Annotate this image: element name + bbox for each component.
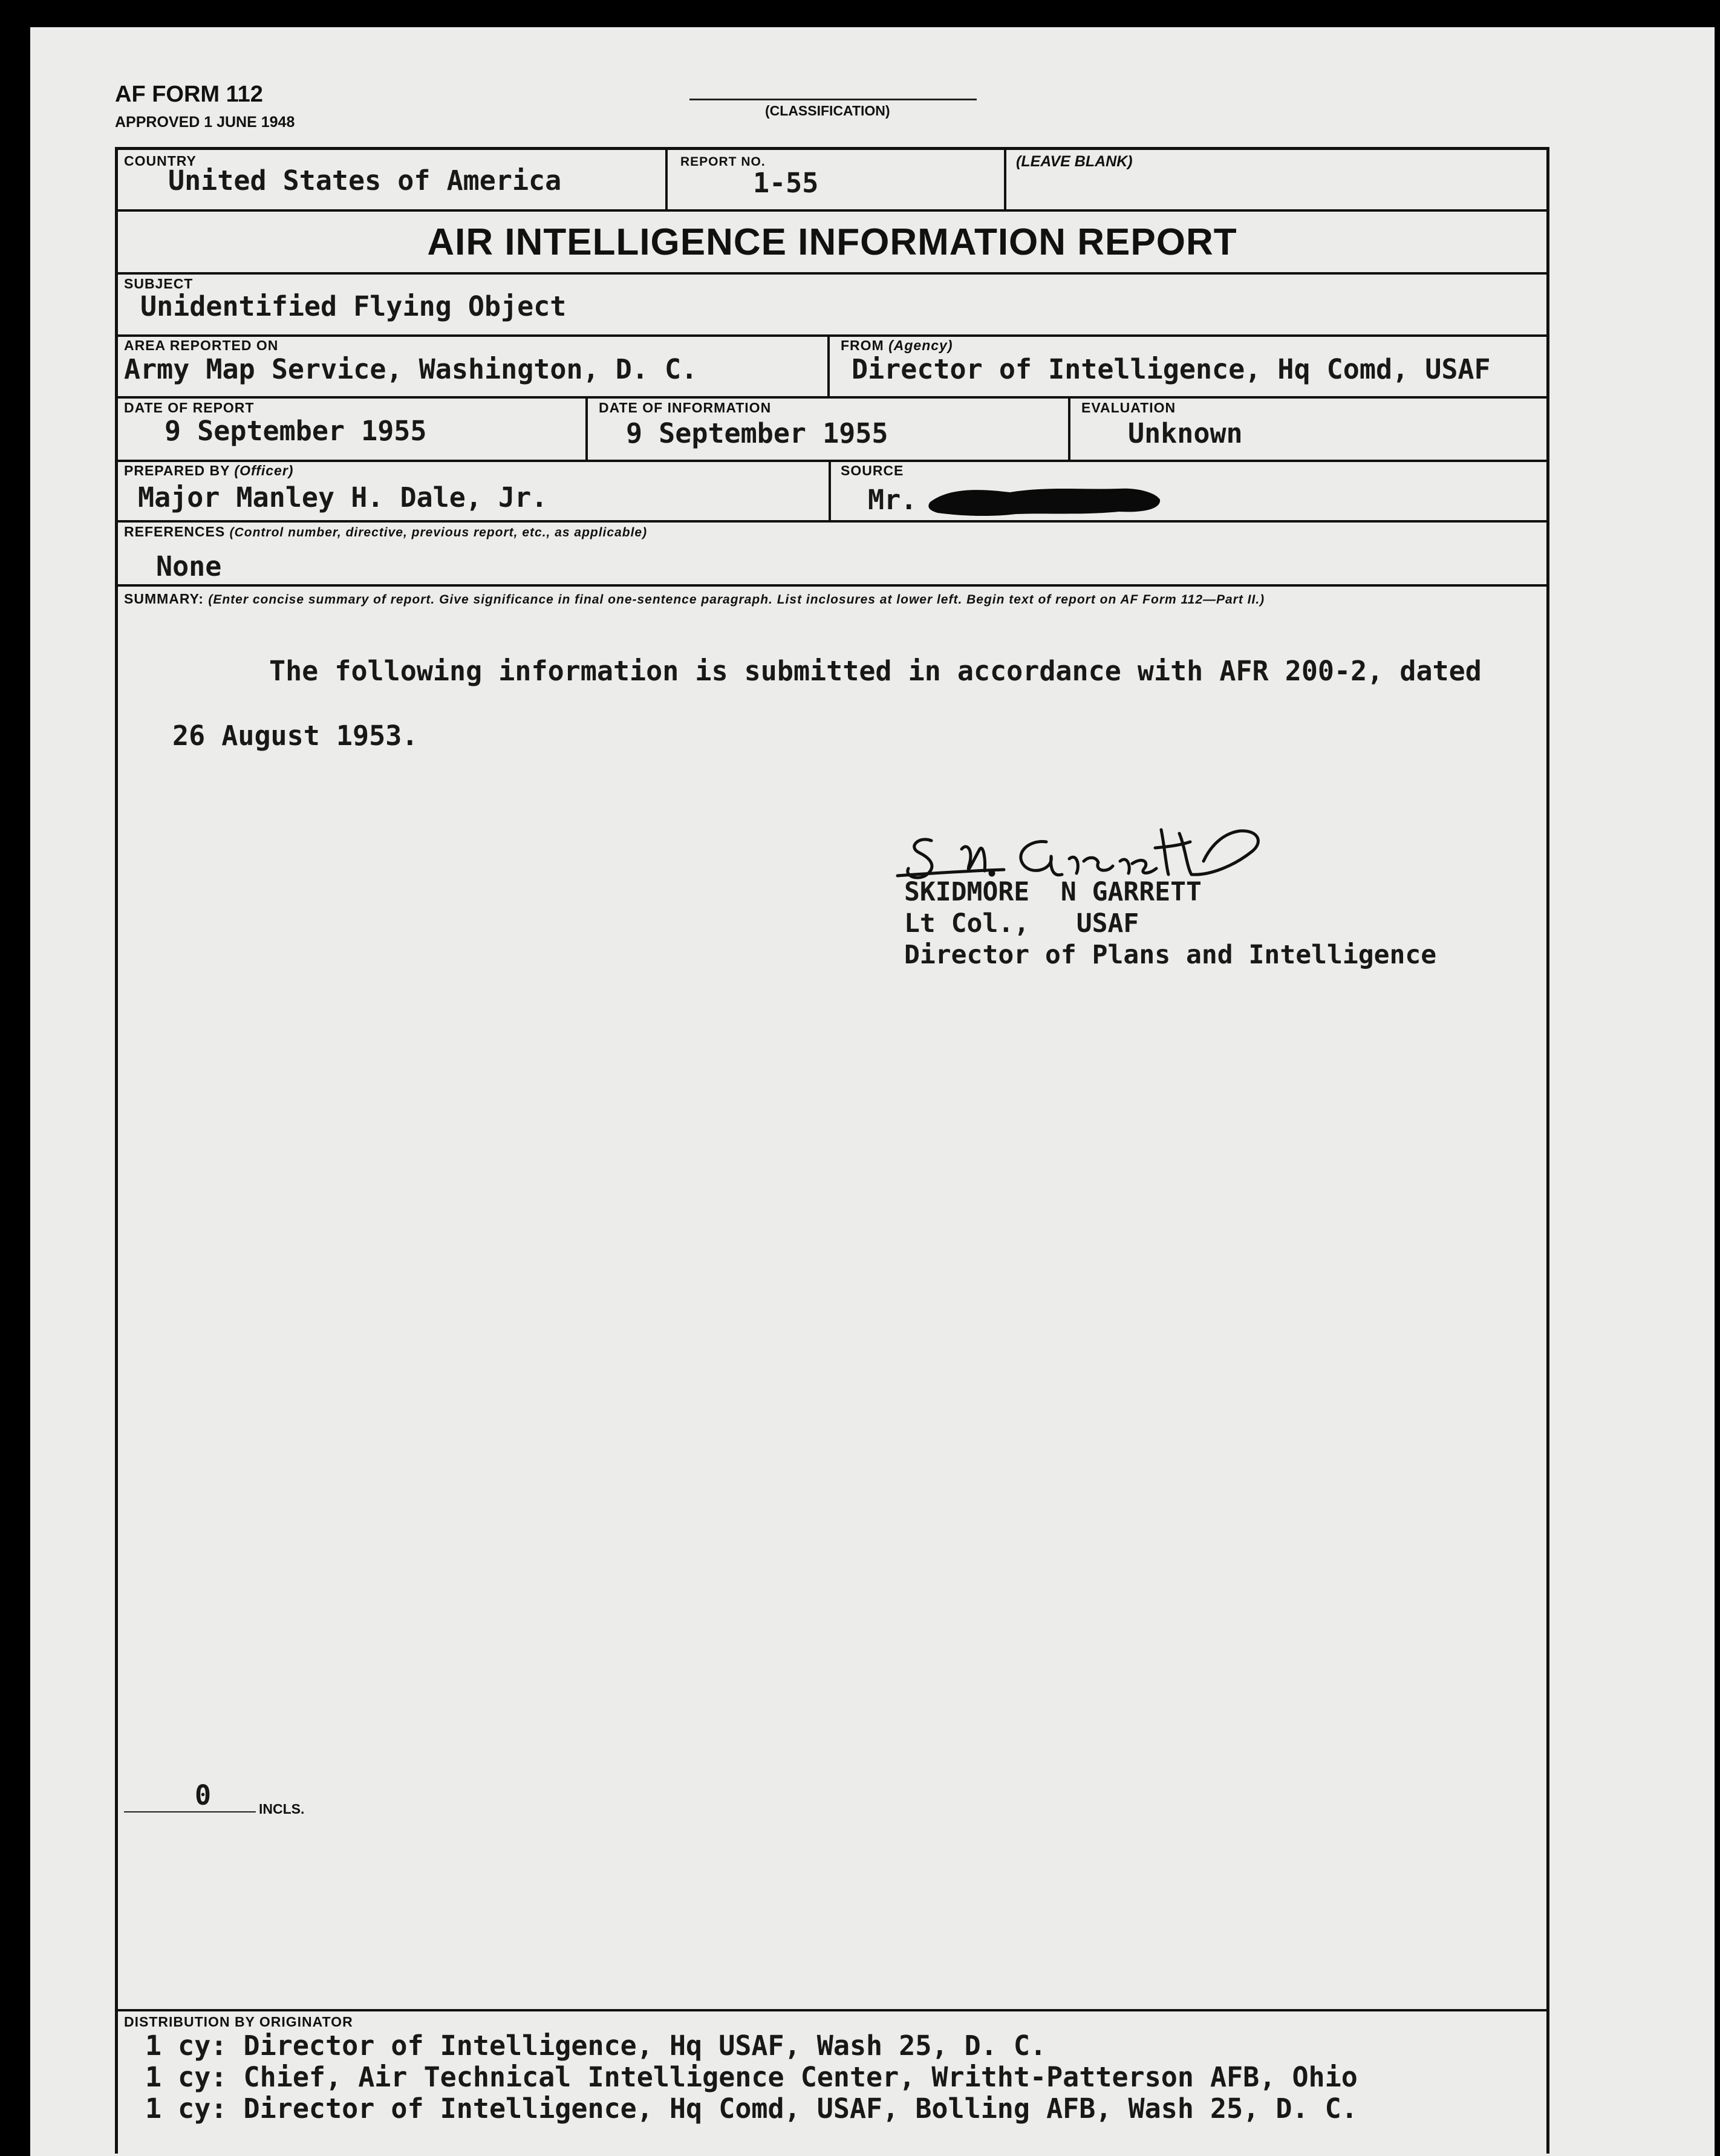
evaluation-label: EVALUATION bbox=[1081, 400, 1176, 415]
references-label-sub: (Control number, directive, previous report, etc., as applicable) bbox=[229, 526, 648, 539]
prepared-by-value: Major Manley H. Dale, Jr. bbox=[138, 481, 548, 513]
divider bbox=[115, 520, 1549, 523]
form-left-border bbox=[115, 147, 118, 2154]
divider bbox=[115, 272, 1549, 275]
divider bbox=[115, 334, 1549, 337]
distribution-line: 1 cy: Director of Intelligence, Hq Comd, USAF, Bolling AFB, Wash 25, D. C. bbox=[145, 2092, 1358, 2125]
from-value: Director of Intelligence, Hq Comd, USAF bbox=[852, 353, 1491, 385]
report-title: AIR INTELLIGENCE INFORMATION REPORT bbox=[427, 221, 1237, 263]
report-no-label: REPORT NO. bbox=[680, 155, 766, 169]
subject-value: Unidentified Flying Object bbox=[140, 290, 567, 322]
references-label: REFERENCES bbox=[124, 524, 226, 539]
source-value: Mr. bbox=[868, 484, 917, 516]
country-label: COUNTRY bbox=[124, 153, 197, 169]
form-top-border bbox=[115, 147, 1549, 150]
from-label-sub: (Agency) bbox=[888, 337, 953, 353]
form-right-border bbox=[1546, 147, 1549, 2154]
from-label: FROM bbox=[841, 337, 884, 353]
date-of-report-label: DATE OF REPORT bbox=[124, 400, 255, 415]
evaluation-value: Unknown bbox=[1128, 417, 1243, 449]
form-approved-date: APPROVED 1 JUNE 1948 bbox=[115, 114, 295, 131]
source-label: SOURCE bbox=[841, 463, 904, 478]
divider bbox=[665, 147, 668, 210]
inclosures-label: INCLS. bbox=[259, 1801, 305, 1817]
divider bbox=[115, 460, 1549, 462]
references-value: None bbox=[156, 550, 222, 582]
divider bbox=[585, 396, 588, 461]
divider bbox=[1068, 396, 1070, 461]
divider bbox=[115, 2009, 1549, 2011]
classification-label: (CLASSIFICATION) bbox=[765, 103, 890, 119]
inclosures-line bbox=[124, 1811, 256, 1812]
divider bbox=[115, 209, 1549, 212]
signer-name: SKIDMORE N GARRETT bbox=[904, 877, 1202, 907]
distribution-label: DISTRIBUTION BY ORIGINATOR bbox=[124, 2014, 353, 2030]
classification-line bbox=[689, 99, 977, 100]
redaction-mark bbox=[925, 481, 1164, 519]
divider bbox=[115, 396, 1549, 399]
distribution-line: 1 cy: Chief, Air Technical Intelligence Center, Writht-Patterson AFB, Ohio bbox=[145, 2061, 1358, 2093]
prepared-by-label: PREPARED BY bbox=[124, 463, 230, 478]
date-of-info-label: DATE OF INFORMATION bbox=[599, 400, 772, 415]
area-label: AREA REPORTED ON bbox=[124, 337, 279, 353]
area-value: Army Map Service, Washington, D. C. bbox=[124, 353, 698, 385]
summary-line-1: The following information is submitted in accordance with AFR 200-2, dated bbox=[269, 655, 1482, 687]
date-of-info-value: 9 September 1955 bbox=[626, 417, 888, 449]
report-no-value: 1-55 bbox=[753, 167, 819, 199]
divider bbox=[115, 584, 1549, 587]
divider bbox=[829, 460, 831, 523]
form-number: AF FORM 112 bbox=[115, 82, 263, 107]
distribution-line: 1 cy: Director of Intelligence, Hq USAF, Wash 25, D. C. bbox=[145, 2030, 1047, 2062]
summary-line-2: 26 August 1953. bbox=[172, 720, 419, 752]
subject-label: SUBJECT bbox=[124, 276, 194, 291]
signer-rank: Lt Col., USAF bbox=[904, 908, 1139, 939]
country-value: United States of America bbox=[168, 164, 562, 197]
inclosures-count: 0 bbox=[195, 1779, 212, 1811]
summary-instructions: (Enter concise summary of report. Give significance in final one-sentence paragraph. List inclosures at lower left. Begin text of report on AF Form 112—Part II.) bbox=[208, 593, 1265, 607]
date-of-report-value: 9 September 1955 bbox=[165, 415, 427, 447]
leave-blank-label: (LEAVE BLANK) bbox=[1016, 153, 1133, 170]
signer-title: Director of Plans and Intelligence bbox=[904, 940, 1437, 970]
prepared-by-label-sub: (Officer) bbox=[234, 463, 294, 478]
divider bbox=[827, 334, 830, 397]
summary-label: SUMMARY: bbox=[124, 591, 204, 607]
divider bbox=[1004, 147, 1006, 210]
